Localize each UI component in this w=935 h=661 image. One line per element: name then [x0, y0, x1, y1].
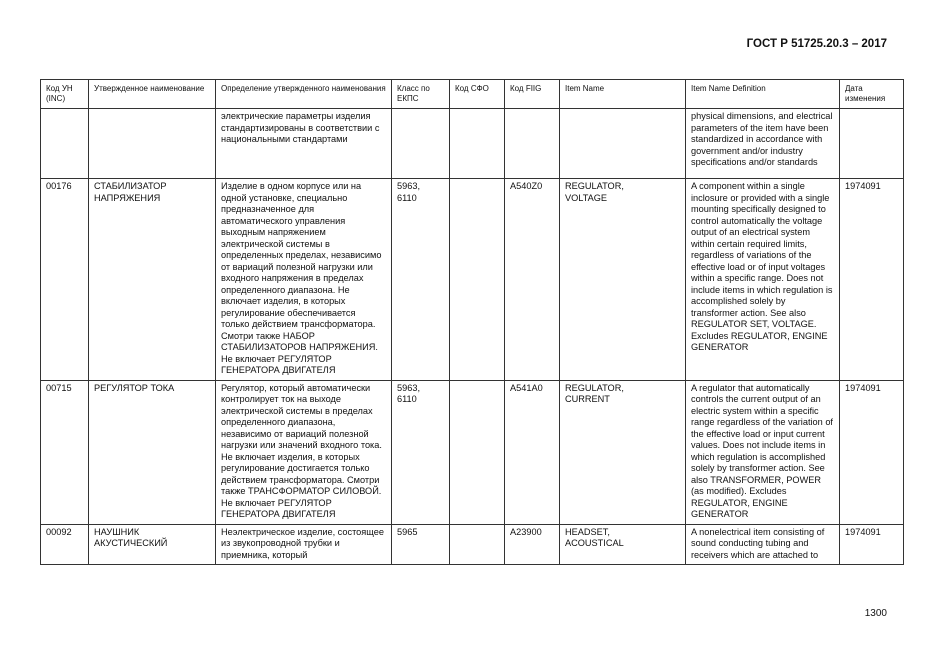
page-number: 1300 — [864, 608, 887, 619]
cell-item-name: REGULATOR, VOLTAGE — [560, 179, 686, 381]
cell-fiig — [505, 109, 560, 179]
cell-inc: 00092 — [41, 524, 89, 565]
cell-name-ru: РЕГУЛЯТОР ТОКА — [89, 380, 216, 524]
cell-fiig: A541A0 — [505, 380, 560, 524]
cell-name-ru — [89, 109, 216, 179]
cell-sfo — [450, 524, 505, 565]
cell-inc: 00715 — [41, 380, 89, 524]
cell-date — [840, 109, 904, 179]
column-header-name-ru: Утвержденное наименование — [89, 80, 216, 109]
table-row — [41, 380, 904, 524]
table-row — [41, 524, 904, 565]
column-header-sfo: Код СФО — [450, 80, 505, 109]
column-header-definition-ru: Определение утвержденного наименования — [216, 80, 392, 109]
cell-date: 1974091 — [840, 179, 904, 381]
cell-sfo — [450, 109, 505, 179]
column-header-date: Дата изменения — [840, 80, 904, 109]
cell-definition-ru: Неэлектрическое изделие, состоящее из звукопроводной трубки и приемника, который — [216, 524, 392, 565]
cell-name-ru: СТАБИЛИЗАТОР НАПРЯЖЕНИЯ — [89, 179, 216, 381]
cell-inc — [41, 109, 89, 179]
table-header-row — [41, 80, 904, 109]
cell-definition-en: A nonelectrical item consisting of sound conducting tubing and receivers which are attached to — [686, 524, 840, 565]
column-header-item-name: Item Name — [560, 80, 686, 109]
table-row — [41, 109, 904, 179]
cell-class: 5963, 6110 — [392, 380, 450, 524]
cell-definition-en: A regulator that automatically controls the current output of an electric system within a specific range regardless of the variation of the effective load or input current values. Does not include items in which regulation is accomplished solely by transformer action. See also TRANSFORMER, POWER (as modified). Excludes REGULATOR, ENGINE GENERATOR — [686, 380, 840, 524]
table-row — [41, 179, 904, 381]
column-header-inc: Код УН (INC) — [41, 80, 89, 109]
cell-fiig: A540Z0 — [505, 179, 560, 381]
cell-date: 1974091 — [840, 380, 904, 524]
cell-inc: 00176 — [41, 179, 89, 381]
cell-class — [392, 109, 450, 179]
cell-name-ru: НАУШНИК АКУСТИЧЕСКИЙ — [89, 524, 216, 565]
column-header-fiig: Код FIIG — [505, 80, 560, 109]
cell-item-name: REGULATOR, CURRENT — [560, 380, 686, 524]
cell-fiig: A23900 — [505, 524, 560, 565]
cell-definition-ru: Регулятор, который автоматически контролирует ток на выходе электрической системы в пределах определенного диапазона, независимо от вариаций полезной нагрузки или значений входного тока. Не включает изделия, в которых регулирование достигается только действием трансформатора. Смотри также ТРАНСФОРМАТОР СИЛОВОЙ. Не включает РЕГУЛЯТОР ГЕНЕРАТОРА ДВИГАТЕЛЯ — [216, 380, 392, 524]
cell-definition-en: A component within a single inclosure or provided with a single mounting specifically designed to control automatically the voltage output of an electrical system within certain required limits, regardless of variations of the effective load or of input voltages within a specific range. Does not include items in which regulation is accomplished solely by transformer action. See also REGULATOR SET, VOLTAGE. Excludes REGULATOR, ENGINE GENERATOR — [686, 179, 840, 381]
cell-class: 5963, 6110 — [392, 179, 450, 381]
column-header-item-name-definition: Item Name Definition — [686, 80, 840, 109]
cell-sfo — [450, 380, 505, 524]
cell-class: 5965 — [392, 524, 450, 565]
cell-definition-ru: Изделие в одном корпусе или на одной установке, специально предназначенное для автоматического управления выходным напряжением электрической системы в определенных пределах, независимо от вариаций полезной нагрузки или входного напряжения в пределах определенного диапазона. Не включает изделия, в которых регулирование обеспечивается только действием трансформатора. Смотри также НАБОР СТАБИЛИЗАТОРОВ НАПРЯЖЕНИЯ. Не включает РЕГУЛЯТОР ГЕНЕРАТОРА ДВИГАТЕЛЯ — [216, 179, 392, 381]
items-table — [40, 79, 904, 565]
cell-definition-en: physical dimensions, and electrical parameters of the item have been standardized in accordance with government and/or industry specifications and/or standards — [686, 109, 840, 179]
cell-date: 1974091 — [840, 524, 904, 565]
cell-definition-ru: электрические параметры изделия стандартизированы в соответствии с национальными стандартами — [216, 109, 392, 179]
cell-sfo — [450, 179, 505, 381]
cell-item-name — [560, 109, 686, 179]
cell-item-name: HEADSET, ACOUSTICAL — [560, 524, 686, 565]
standard-designation: ГОСТ Р 51725.20.3 – 2017 — [746, 38, 887, 50]
column-header-class: Класс по ЕКПС — [392, 80, 450, 109]
